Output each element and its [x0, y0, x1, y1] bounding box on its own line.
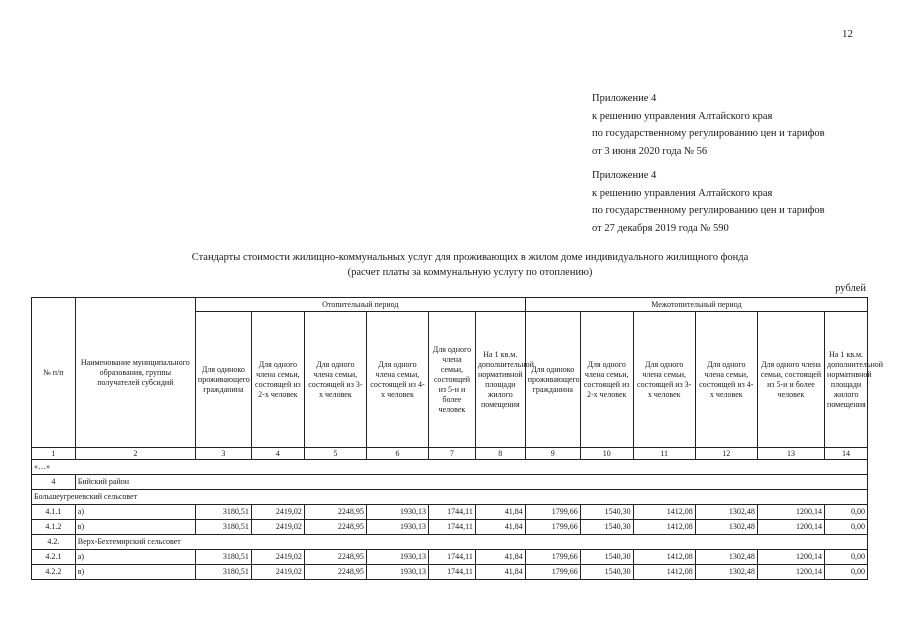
value-cell: 2419,02 — [251, 520, 304, 535]
header-sub-col: Для одного члена семьи, состоящей из 5-и и более человек — [429, 312, 476, 448]
header-sub-col: Для одного члена семьи, состоящей из 3-х человек — [633, 312, 695, 448]
value-cell: 1302,48 — [695, 505, 757, 520]
header-sub-col: Для одного члена семьи, состоящей из 4-х человек — [366, 312, 428, 448]
value-cell: 1412,08 — [633, 565, 695, 580]
appendix-line: по государственному регулированию цен и тарифов — [592, 128, 825, 139]
row-group: в) — [75, 520, 195, 535]
col-number: 14 — [825, 448, 868, 460]
row-number: 4.1.2 — [32, 520, 76, 535]
appendix-current — [592, 90, 825, 160]
appendix-line: от 27 декабря 2019 года № 590 — [592, 222, 729, 234]
value-cell: 1540,30 — [580, 520, 633, 535]
col-number: 2 — [75, 448, 195, 460]
col-number: 11 — [633, 448, 695, 460]
value-cell: 41,84 — [475, 565, 525, 580]
value-cell: 1412,08 — [633, 520, 695, 535]
value-cell: 1930,13 — [366, 520, 428, 535]
col-number: 12 — [695, 448, 757, 460]
value-cell: 2248,95 — [304, 505, 366, 520]
row-number: 4.2.1 — [32, 550, 76, 565]
title-line: Стандарты стоимости жилищно-коммунальных услуг для проживающих в жилом доме индивидуального жилищного фонда — [191, 252, 749, 263]
value-cell: 1302,48 — [695, 520, 757, 535]
value-cell: 1799,66 — [525, 550, 580, 565]
value-cell: 1930,13 — [366, 565, 428, 580]
subsection-row — [32, 535, 868, 550]
header-sub-col: Для одного члена семьи, состоящей из 3-х человек — [304, 312, 366, 448]
header-interheating-period: Межотопительный период — [525, 298, 867, 312]
value-cell: 1540,30 — [580, 550, 633, 565]
value-cell: 0,00 — [825, 550, 868, 565]
table-row — [32, 505, 868, 520]
col-number: 13 — [757, 448, 824, 460]
appendix-line: от 3 июня 2020 года № 56 — [592, 145, 708, 157]
row-number: 4.2.2 — [32, 565, 76, 580]
table-row — [32, 550, 868, 565]
appendix-line: к решению управления Алтайского края — [592, 187, 773, 199]
header-sub-col: Для одного члена семьи, состоящей из 4-х человек — [695, 312, 757, 448]
value-cell: 1799,66 — [525, 565, 580, 580]
page-number: 12 — [842, 28, 853, 40]
value-cell: 1412,08 — [633, 505, 695, 520]
value-cell: 0,00 — [825, 505, 868, 520]
col-number: 7 — [429, 448, 476, 460]
header-sub-col: Для одиноко проживающего гражданина — [195, 312, 251, 448]
section-number: 4 — [32, 475, 76, 490]
row-group: а) — [75, 505, 195, 520]
header-col-no: № п/п — [32, 298, 76, 448]
value-cell: 1200,14 — [757, 505, 824, 520]
header-col-name: Наименование муниципального образования, группы получателей субсидий — [75, 298, 195, 448]
value-cell: 3180,51 — [195, 505, 251, 520]
col-number: 6 — [366, 448, 428, 460]
table-row — [32, 565, 868, 580]
value-cell: 1799,66 — [525, 520, 580, 535]
header-sub-col: Для одиноко проживающего гражданина — [525, 312, 580, 448]
value-cell: 1200,14 — [757, 520, 824, 535]
value-cell: 1412,08 — [633, 550, 695, 565]
subsection-number: 4.2. — [32, 535, 76, 550]
header-sub-col: Для одного члена семьи, состоящей из 5-и и более человек — [757, 312, 824, 448]
value-cell: 1930,13 — [366, 505, 428, 520]
standards-table — [31, 297, 884, 580]
subsection-name: Большеугреневский сельсовет — [32, 490, 868, 505]
appendix-previous — [592, 167, 825, 237]
value-cell: 3180,51 — [195, 520, 251, 535]
value-cell: 41,84 — [475, 520, 525, 535]
ellipsis-row — [32, 460, 868, 475]
value-cell: 2419,02 — [251, 565, 304, 580]
document-title — [60, 250, 880, 280]
value-cell: 1744,11 — [429, 550, 476, 565]
value-cell: 2248,95 — [304, 550, 366, 565]
col-number: 10 — [580, 448, 633, 460]
col-number: 3 — [195, 448, 251, 460]
section-row — [32, 475, 868, 490]
value-cell: 1200,14 — [757, 565, 824, 580]
value-cell: 0,00 — [825, 565, 868, 580]
value-cell: 1799,66 — [525, 505, 580, 520]
col-number: 5 — [304, 448, 366, 460]
value-cell: 1744,11 — [429, 520, 476, 535]
units-label: рублей — [835, 283, 866, 294]
header-sub-col: Для одного члена семьи, состоящей из 2-х человек — [580, 312, 633, 448]
header-sub-col: На 1 кв.м. дополнительной нормативной площади жилого помещения — [825, 312, 868, 448]
section-name: Бийский район — [75, 475, 867, 490]
row-group: в) — [75, 565, 195, 580]
appendix-line: к решению управления Алтайского края — [592, 110, 773, 122]
value-cell: 1744,11 — [429, 565, 476, 580]
value-cell: 41,84 — [475, 505, 525, 520]
col-number: 4 — [251, 448, 304, 460]
header-sub-col: Для одного члена семьи, состоящей из 2-х человек — [251, 312, 304, 448]
subsection-name: Верх-Бехтемирский сельсовет — [75, 535, 867, 550]
appendix-line: Приложение 4 — [592, 93, 657, 104]
value-cell: 2419,02 — [251, 505, 304, 520]
value-cell: 1930,13 — [366, 550, 428, 565]
value-cell: 0,00 — [825, 520, 868, 535]
value-cell: 3180,51 — [195, 550, 251, 565]
col-number: 9 — [525, 448, 580, 460]
table-row — [32, 520, 868, 535]
value-cell: 1540,30 — [580, 505, 633, 520]
row-group: а) — [75, 550, 195, 565]
value-cell: 41,84 — [475, 550, 525, 565]
value-cell: 2248,95 — [304, 520, 366, 535]
title-subline: (расчет платы за коммунальную услугу по отоплению) — [347, 267, 593, 278]
value-cell: 1302,48 — [695, 550, 757, 565]
ellipsis-cell: «…» — [32, 460, 868, 475]
value-cell: 1744,11 — [429, 505, 476, 520]
col-number: 8 — [475, 448, 525, 460]
header-heating-period: Отопительный период — [195, 298, 525, 312]
value-cell: 1540,30 — [580, 565, 633, 580]
col-number: 1 — [32, 448, 76, 460]
appendix-line: по государственному регулированию цен и тарифов — [592, 205, 825, 216]
header-sub-col: На 1 кв.м. дополнительной нормативной площади жилого помещения — [475, 312, 525, 448]
value-cell: 3180,51 — [195, 565, 251, 580]
subsection-row — [32, 490, 868, 505]
value-cell: 1200,14 — [757, 550, 824, 565]
value-cell: 2419,02 — [251, 550, 304, 565]
value-cell: 1302,48 — [695, 565, 757, 580]
value-cell: 2248,95 — [304, 565, 366, 580]
row-number: 4.1.1 — [32, 505, 76, 520]
appendix-line: Приложение 4 — [592, 170, 657, 181]
